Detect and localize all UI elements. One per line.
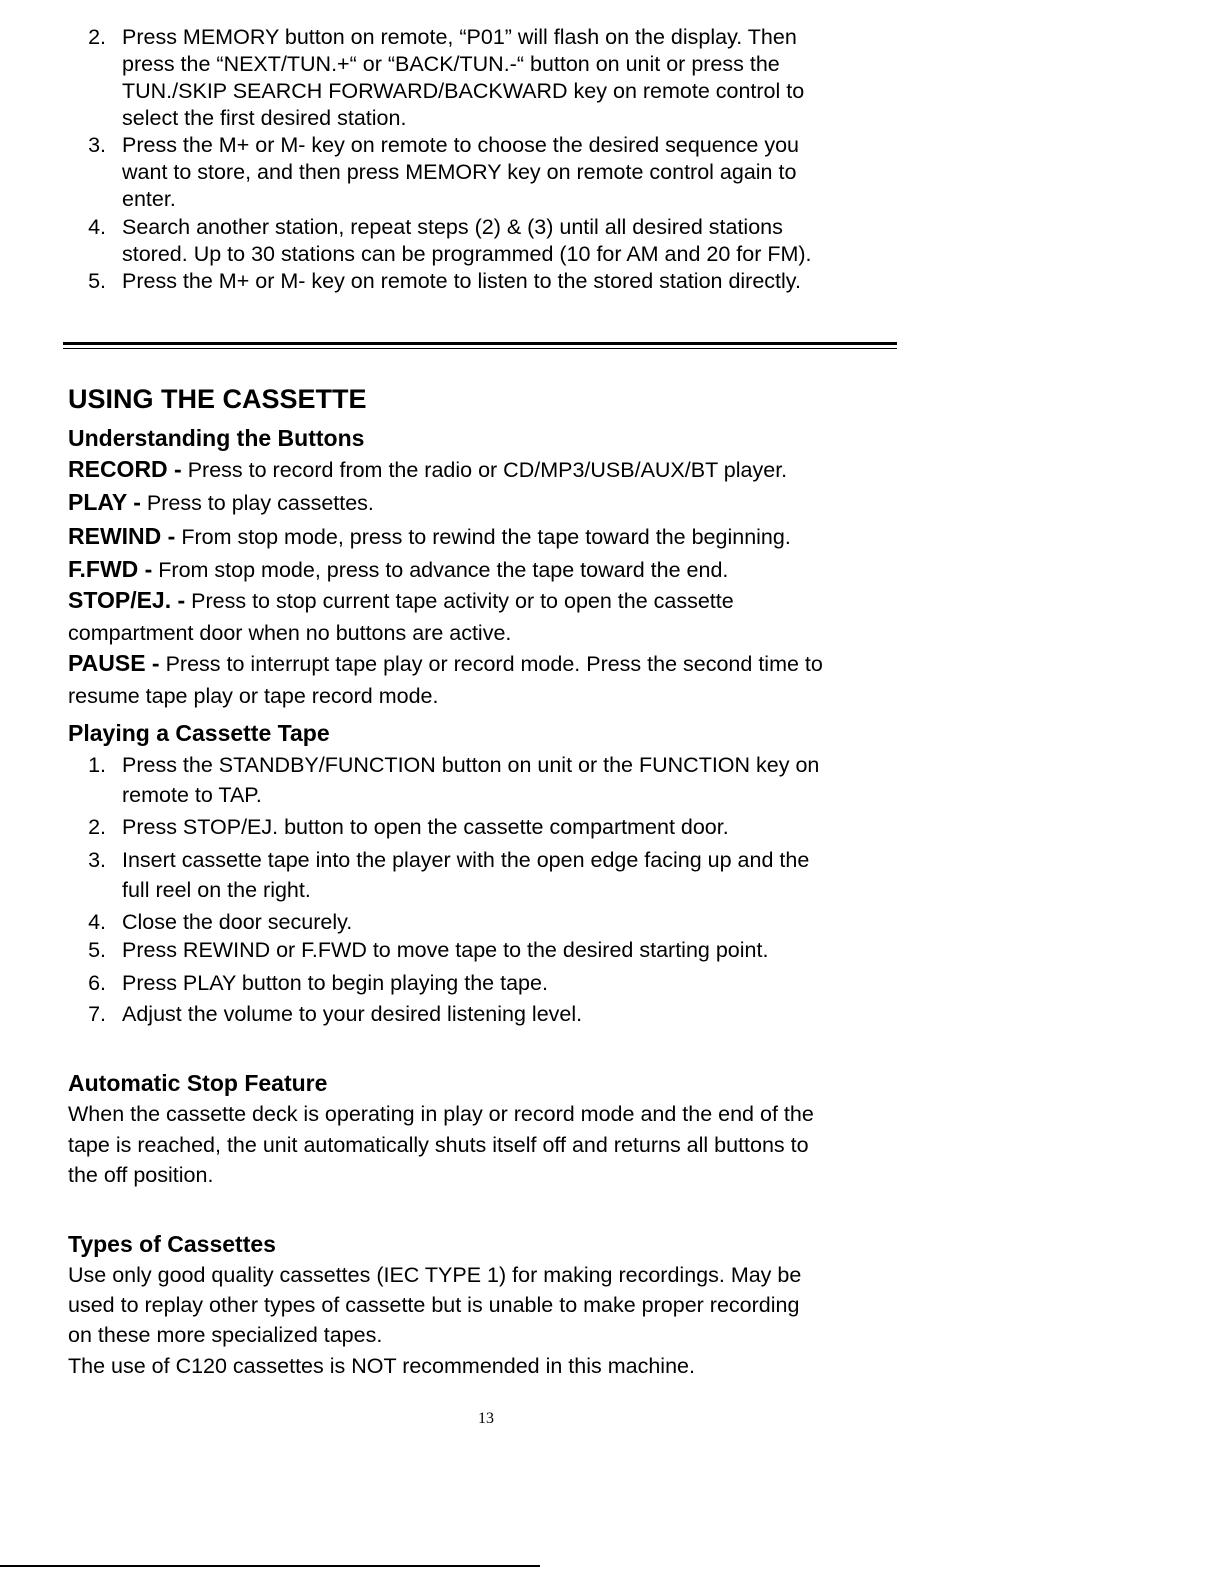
auto-stop-line-3: the off position. [68, 1163, 214, 1187]
button-ffwd-line [68, 556, 728, 583]
button-rewind-label: REWIND - [68, 523, 176, 549]
intro-item-4-number: 4. [88, 215, 106, 239]
button-play-label: PLAY - [68, 489, 141, 515]
types-line-3: on these more specialized tapes. [68, 1323, 383, 1347]
types-heading: Types of Cassettes [68, 1231, 276, 1257]
page-number: 13 [478, 1410, 494, 1427]
types-line-1: Use only good quality cassettes (IEC TYPE 1) for making recordings. May be [68, 1263, 802, 1287]
intro-item-5-number: 5. [88, 269, 106, 293]
playing-step-6-number: 6. [88, 971, 106, 995]
button-pause-desc: Press to interrupt tape play or record mode. Press the second time to [165, 652, 823, 676]
intro-item-5-line-1: Press the M+ or M- key on remote to listen to the stored station directly. [122, 269, 801, 293]
intro-item-2-number: 2. [88, 25, 106, 49]
auto-stop-line-2: tape is reached, the unit automatically shuts itself off and returns all buttons to [68, 1133, 809, 1157]
playing-step-5-number: 5. [88, 938, 106, 962]
intro-item-2-line-2: press the “NEXT/TUN.+“ or “BACK/TUN.-“ button on unit or press the [122, 52, 780, 76]
playing-step-1-line-2: remote to TAP. [122, 783, 262, 807]
intro-item-3-number: 3. [88, 133, 106, 157]
intro-item-3-line-1: Press the M+ or M- key on remote to choose the desired sequence you [122, 133, 800, 157]
button-ffwd-desc: From stop mode, press to advance the tape toward the end. [158, 558, 729, 582]
button-rewind-desc: From stop mode, press to rewind the tape toward the beginning. [181, 525, 791, 549]
playing-step-3-number: 3. [88, 848, 106, 872]
playing-step-3-line-1: Insert cassette tape into the player with the open edge facing up and the [122, 848, 810, 872]
button-stop-desc: Press to stop current tape activity or to open the cassette [191, 589, 734, 613]
auto-stop-heading: Automatic Stop Feature [68, 1070, 328, 1096]
button-pause-line [68, 650, 823, 677]
playing-step-7-line-1: Adjust the volume to your desired listening level. [122, 1002, 583, 1026]
button-rewind-line [68, 523, 791, 550]
button-pause-desc-cont: resume tape play or tape record mode. [68, 684, 439, 708]
section-title: USING THE CASSETTE [68, 384, 367, 414]
intro-item-2-line-3: TUN./SKIP SEARCH FORWARD/BACKWARD key on remote control to [122, 79, 805, 103]
button-play-desc: Press to play cassettes. [146, 491, 374, 515]
playing-step-2-number: 2. [88, 815, 106, 839]
button-ffwd-label: F.FWD - [68, 556, 153, 582]
button-record-line [68, 456, 787, 483]
buttons-heading: Understanding the Buttons [68, 425, 365, 451]
button-stop-line [68, 587, 734, 614]
playing-step-3-line-2: full reel on the right. [122, 878, 311, 902]
playing-step-2-line-1: Press STOP/EJ. button to open the cassette compartment door. [122, 815, 729, 839]
page-bottom-edge-line [0, 1565, 540, 1567]
intro-item-4-line-2: stored. Up to 30 stations can be programmed (10 for AM and 20 for FM). [122, 242, 812, 266]
types-line-4: The use of C120 cassettes is NOT recommended in this machine. [68, 1354, 695, 1378]
playing-heading: Playing a Cassette Tape [68, 720, 330, 746]
button-stop-label: STOP/EJ. - [68, 587, 186, 613]
intro-item-3-line-3: enter. [122, 187, 176, 211]
button-pause-label: PAUSE - [68, 650, 160, 676]
playing-step-5-line-1: Press REWIND or F.FWD to move tape to the desired starting point. [122, 938, 769, 962]
playing-step-6-line-1: Press PLAY button to begin playing the tape. [122, 971, 548, 995]
playing-step-7-number: 7. [88, 1002, 106, 1026]
types-line-2: used to replay other types of cassette but is unable to make proper recording [68, 1293, 800, 1317]
button-stop-desc-cont: compartment door when no buttons are active. [68, 621, 512, 645]
playing-step-1-line-1: Press the STANDBY/FUNCTION button on unit or the FUNCTION key on [122, 753, 820, 777]
intro-item-2-line-1: Press MEMORY button on remote, “P01” will flash on the display. Then [122, 25, 797, 49]
button-play-line [68, 489, 374, 516]
section-divider-top [63, 342, 897, 345]
playing-step-4-number: 4. [88, 910, 106, 934]
playing-step-4-line-1: Close the door securely. [122, 910, 353, 934]
auto-stop-line-1: When the cassette deck is operating in play or record mode and the end of the [68, 1102, 814, 1126]
button-record-label: RECORD - [68, 456, 182, 482]
intro-item-3-line-2: want to store, and then press MEMORY key on remote control again to [122, 160, 797, 184]
intro-item-4-line-1: Search another station, repeat steps (2) & (3) until all desired stations [122, 215, 783, 239]
intro-item-2-line-4: select the first desired station. [122, 106, 407, 130]
playing-step-1-number: 1. [88, 753, 106, 777]
section-divider-bottom [63, 348, 897, 349]
button-record-desc: Press to record from the radio or CD/MP3/USB/AUX/BT player. [187, 458, 788, 482]
